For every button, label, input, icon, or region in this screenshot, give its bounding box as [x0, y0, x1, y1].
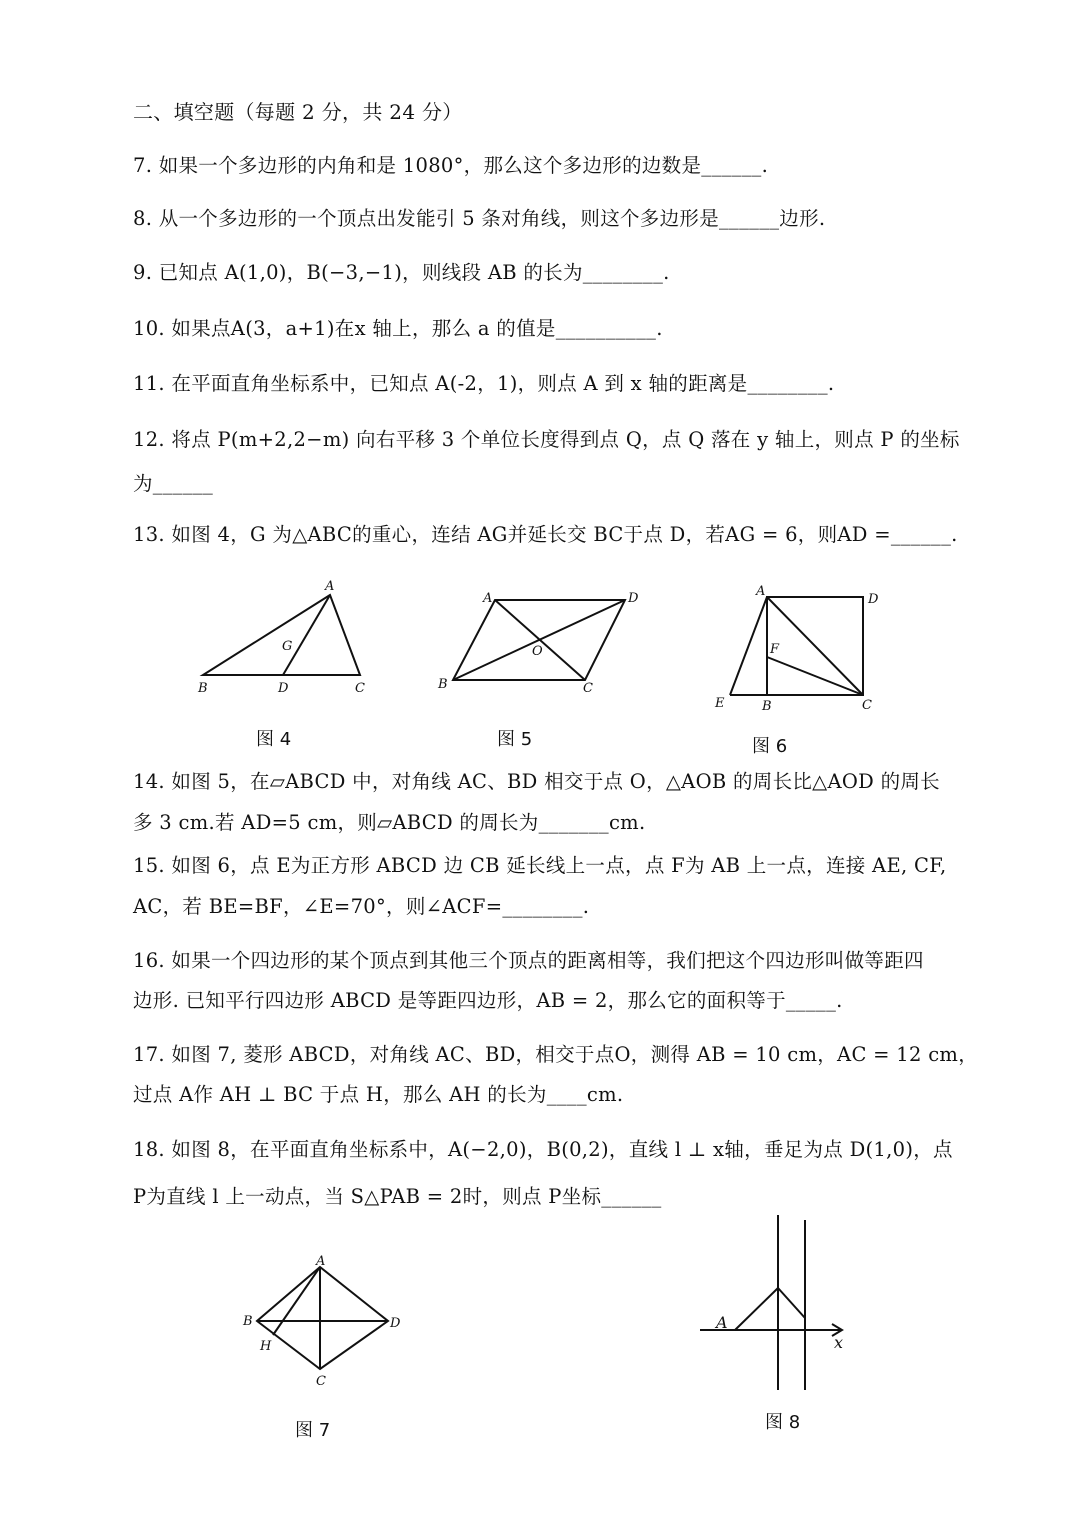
- figure-4: [195, 580, 385, 700]
- fig4-caption: 图 4: [256, 729, 292, 750]
- fig4-label-b: B: [198, 681, 208, 696]
- figure-6: [710, 585, 890, 715]
- fig5-label-c: C: [583, 681, 593, 696]
- fig6-label-d: D: [868, 592, 879, 607]
- fig8-label-x: x: [834, 1333, 844, 1352]
- question-14-cont: 多 3 cm.若 AD=5 cm，则▱ABCD 的周长为_______cm.: [133, 811, 646, 834]
- question-16-cont: 边形. 已知平行四边形 ABCD 是等距四边形，AB = 2，那么它的面积等于_____.: [133, 989, 843, 1012]
- fig7-rhombus: [257, 1267, 388, 1369]
- figure-7: [240, 1255, 420, 1390]
- fig8-label-a: A: [716, 1313, 728, 1332]
- question-18: 18. 如图 8，在平面直角坐标系中，A(−2,0)，B(0,2)，直线 l ⊥ x轴，垂足为点 D(1,0)，点: [133, 1138, 953, 1161]
- question-9: 9. 已知点 A(1,0)，B(−3,−1)，则线段 AB 的长为________.: [133, 261, 670, 284]
- fig5-label-d: D: [628, 591, 639, 606]
- figure-5: [435, 590, 645, 700]
- fig7-caption: 图 7: [295, 1420, 331, 1441]
- question-15-cont: AC，若 BE=BF，∠E=70°，则∠ACF=________.: [133, 895, 590, 918]
- fig7-label-c: C: [316, 1374, 326, 1389]
- question-12: 12. 将点 P(m+2,2−m) 向右平移 3 个单位长度得到点 Q，点 Q 落在 y 轴上，则点 P 的坐标: [133, 428, 960, 451]
- fig6-label-b: B: [762, 699, 772, 714]
- fig5-label-o: O: [532, 644, 543, 659]
- question-15: 15. 如图 6，点 E为正方形 ABCD 边 CB 延长线上一点，点 F为 AB 上一点，连接 AE, CF,: [133, 854, 947, 877]
- fig4-label-g: G: [282, 639, 293, 654]
- fig7-label-b: B: [243, 1314, 253, 1329]
- fig6-line-ac: [767, 597, 863, 695]
- fig5-diagonal-bd: [453, 600, 625, 680]
- question-12-cont: 为______: [133, 472, 214, 495]
- fig6-caption: 图 6: [752, 736, 788, 757]
- question-16: 16. 如果一个四边形的某个顶点到其他三个顶点的距离相等，我们把这个四边形叫做等距四: [133, 949, 924, 972]
- fig4-triangle-abc: [203, 595, 360, 675]
- question-18-cont: P为直线 l 上一动点，当 S△PAB = 2时，则点 P坐标______: [133, 1185, 662, 1208]
- question-17: 17. 如图 7, 菱形 ABCD，对角线 AC、BD，相交于点O，测得 AB = 10 cm，AC = 12 cm，: [133, 1043, 979, 1066]
- fig6-line-ae: [730, 597, 767, 695]
- fig8-caption: 图 8: [765, 1412, 801, 1433]
- fig4-label-d: D: [278, 681, 289, 696]
- fig7-label-d: D: [390, 1316, 401, 1331]
- question-10: 10. 如果点A(3，a+1)在x 轴上，那么 a 的值是__________.: [133, 317, 663, 340]
- question-11: 11. 在平面直角坐标系中，已知点 A(-2，1)，则点 A 到 x 轴的距离是________.: [133, 372, 835, 395]
- fig5-caption: 图 5: [497, 729, 533, 750]
- question-14: 14. 如图 5，在▱ABCD 中，对角线 AC、BD 相交于点 O，△AOB 的周长比△AOD 的周长: [133, 770, 940, 793]
- fig4-median-ad: [283, 595, 330, 675]
- section-title: 二、填空题（每题 2 分，共 24 分）: [133, 100, 463, 124]
- fig6-label-c: C: [862, 698, 872, 713]
- question-17-cont: 过点 A作 AH ⊥ BC 于点 H，那么 AH 的长为____cm.: [133, 1083, 624, 1106]
- fig4-label-a: A: [325, 579, 335, 594]
- question-7: 7. 如果一个多边形的内角和是 1080°，那么这个多边形的边数是______.: [133, 154, 769, 177]
- fig6-label-e: E: [715, 696, 725, 711]
- fig7-label-h: H: [260, 1339, 272, 1354]
- question-8: 8. 从一个多边形的一个顶点出发能引 5 条对角线，则这个多边形是______边形.: [133, 207, 826, 230]
- fig7-label-a: A: [316, 1254, 326, 1269]
- figure-8: [700, 1210, 860, 1400]
- fig6-label-a: A: [756, 584, 766, 599]
- fig6-line-fc: [767, 657, 863, 695]
- fig8-segment-ab: [735, 1288, 778, 1330]
- question-13: 13. 如图 4，G 为△ABC的重心，连结 AG并延长交 BC于点 D，若AG = 6，则AD =______.: [133, 523, 958, 546]
- fig6-label-f: F: [770, 642, 780, 657]
- fig8-segment-bd: [778, 1288, 805, 1318]
- fig4-label-c: C: [355, 681, 365, 696]
- fig5-label-b: B: [438, 677, 448, 692]
- fig5-label-a: A: [483, 591, 493, 606]
